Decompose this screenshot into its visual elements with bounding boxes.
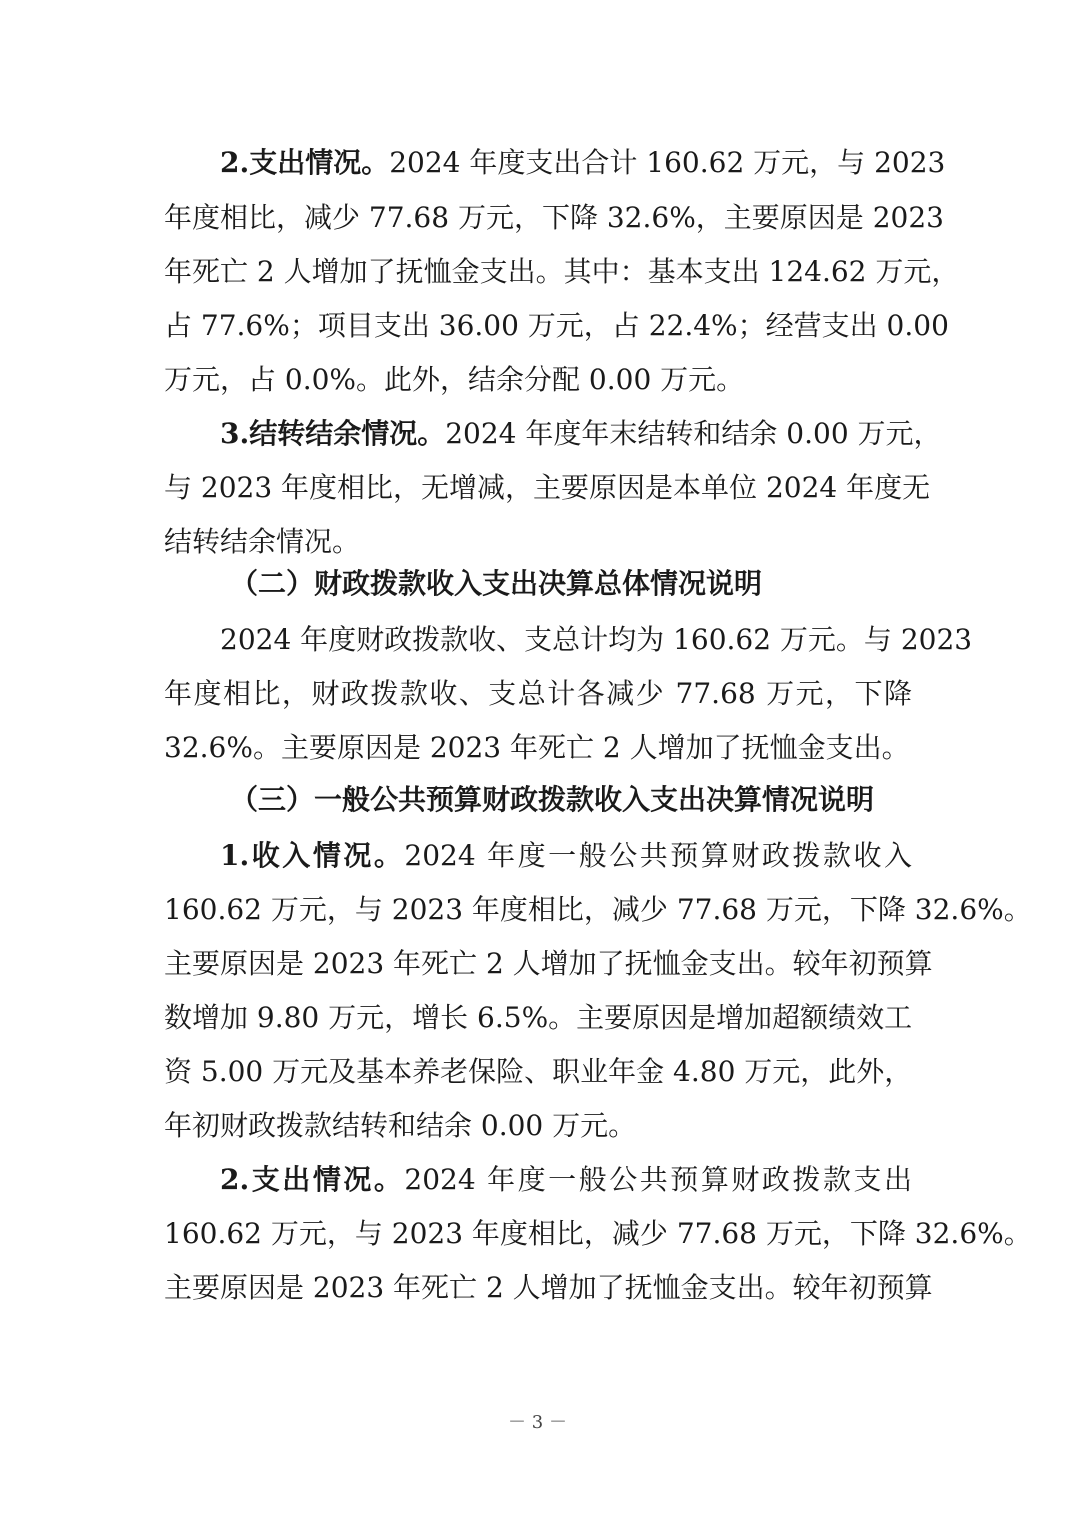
paragraph-line [220, 143, 946, 183]
paragraph-line: 数增加 9.80 万元，增长 6.5%。主要原因是增加超额绩效工 [164, 1001, 913, 1034]
paragraph-text: 2024 年度一般公共预算财政拨款收入 [404, 839, 912, 872]
paragraph-line: 160.62 万元，与 2023 年度相比，减少 77.68 万元，下降 32.6%。 [164, 1217, 1032, 1250]
paragraph-line: 32.6%。主要原因是 2023 年死亡 2 人增加了抚恤金支出。 [164, 731, 910, 764]
section-heading: （二）财政拨款收入支出决算总体情况说明 [230, 567, 763, 600]
paragraph-text: 2024 年度一般公共预算财政拨款支出 [404, 1163, 912, 1196]
paragraph-line: 主要原因是 2023 年死亡 2 人增加了抚恤金支出。较年初预算 [164, 947, 933, 980]
paragraph-text: 2024 年度支出合计 160.62 万元，与 2023 [389, 146, 946, 179]
paragraph-text: 2024 年度年末结转和结余 0.00 万元， [445, 417, 942, 450]
paragraph-line: 年度相比，财政拨款收、支总计各减少 77.68 万元，下降 [164, 677, 912, 710]
paragraph-line: 年初财政拨款结转和结余 0.00 万元。 [164, 1109, 637, 1142]
paragraph-line: 万元，占 0.0%。此外，结余分配 0.00 万元。 [164, 363, 745, 396]
paragraph-line: 主要原因是 2023 年死亡 2 人增加了抚恤金支出。较年初预算 [164, 1271, 933, 1304]
subsection-lead: 1.收入情况。 [220, 839, 405, 872]
paragraph-line: 资 5.00 万元及基本养老保险、职业年金 4.80 万元，此外， [164, 1055, 913, 1088]
subsection-lead: 2.支出情况。 [220, 146, 390, 179]
page-number: － 3 － [508, 1412, 567, 1433]
subsection-lead: 2.支出情况。 [220, 1163, 405, 1196]
paragraph-line: 占 77.6%；项目支出 36.00 万元，占 22.4%；经营支出 0.00 [164, 309, 949, 342]
paragraph-line [220, 836, 912, 876]
paragraph-line [220, 1160, 912, 1200]
paragraph-line: 160.62 万元，与 2023 年度相比，减少 77.68 万元，下降 32.6%。 [164, 893, 1032, 926]
paragraph-line: 与 2023 年度相比，无增减，主要原因是本单位 2024 年度无 [164, 471, 931, 504]
section-heading: （三）一般公共预算财政拨款收入支出决算情况说明 [230, 783, 875, 816]
paragraph-line [220, 414, 942, 454]
paragraph-line: 结转结余情况。 [164, 525, 361, 558]
paragraph-line: 年死亡 2 人增加了抚恤金支出。其中：基本支出 124.62 万元， [164, 255, 960, 288]
paragraph-line: 年度相比，减少 77.68 万元，下降 32.6%，主要原因是 2023 [164, 201, 944, 234]
paragraph-line: 2024 年度财政拨款收、支总计均为 160.62 万元。与 2023 [220, 623, 973, 656]
subsection-lead: 3.结转结余情况。 [220, 417, 446, 450]
